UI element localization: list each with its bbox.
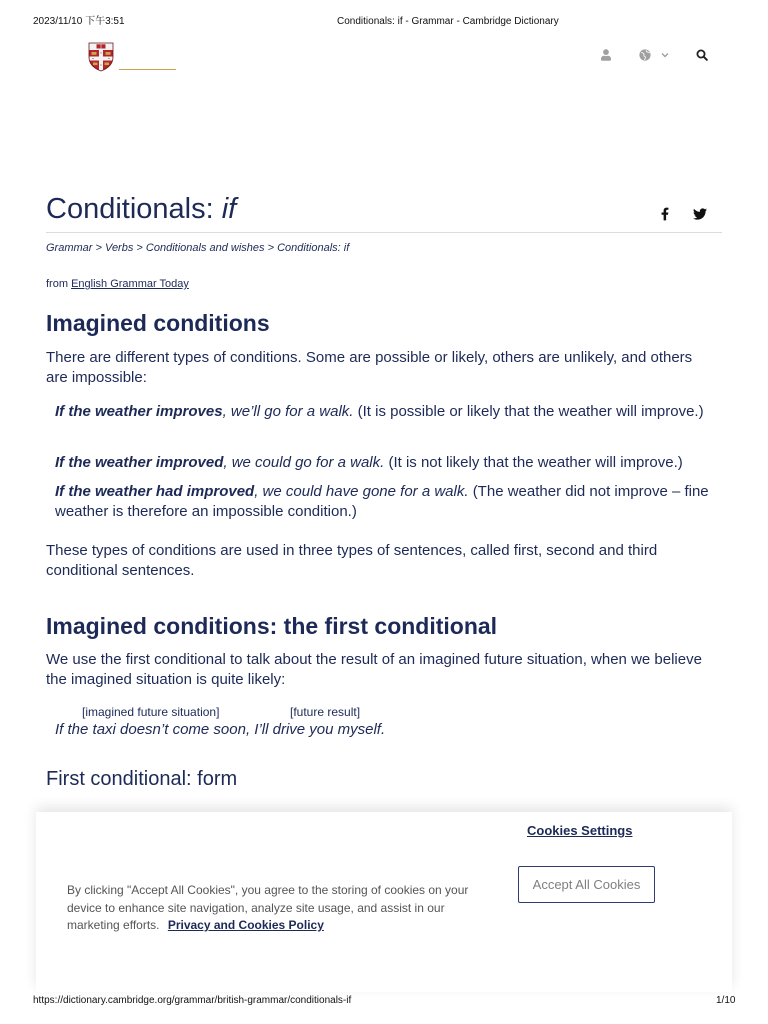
section-summary: These types of conditions are used in three types of sentences, called first, second and third conditional sentences.	[46, 542, 658, 579]
example-sentence	[55, 482, 716, 522]
source-link[interactable]: English Grammar Today	[71, 278, 189, 290]
example-sentence	[55, 402, 716, 422]
example-note: (The weather did not improve – fine weather is therefore an impossible condition.)	[55, 483, 709, 520]
twitter-icon	[693, 208, 707, 220]
breadcrumb-separator: >	[136, 242, 143, 254]
cambridge-shield-icon	[88, 42, 114, 72]
breadcrumb-separator: >	[267, 242, 275, 254]
breadcrumb-item-verbs[interactable]: Verbs	[105, 242, 134, 254]
search-icon	[696, 49, 708, 61]
globe-icon	[639, 49, 651, 61]
privacy-policy-link[interactable]: Privacy and Cookies Policy	[167, 918, 324, 932]
accept-all-cookies-button[interactable]: Accept All Cookies	[518, 866, 655, 903]
breadcrumb-separator: >	[95, 242, 102, 254]
print-url: https://dictionary.cambridge.org/grammar/british-grammar/conditionals-if	[33, 995, 352, 1006]
breadcrumb-item-conditionals-if[interactable]: Conditionals: if	[277, 242, 350, 254]
breadcrumb-item-grammar[interactable]: Grammar	[46, 242, 93, 254]
account-button[interactable]	[601, 49, 611, 61]
logo-underline	[119, 69, 176, 70]
subsection-heading: First conditional: form	[46, 768, 238, 790]
section-heading: Imagined conditions: the first conditional	[46, 613, 498, 639]
cookie-banner	[36, 812, 732, 992]
example-note: (It is not likely that the weather will improve.)	[388, 454, 683, 471]
facebook-icon	[661, 207, 669, 221]
print-page-number: 1/10	[716, 995, 736, 1006]
user-icon	[601, 49, 611, 61]
example-label-condition: [imagined future situation]	[82, 705, 220, 719]
example-sentence: If the taxi doesn’t come soon, I’ll drive you myself.	[55, 721, 386, 738]
cookie-message-text: By clicking "Accept All Cookies", you agree to the storing of cookies on your device to enhance site navigation, analyze site usage, and assist in our marketing efforts.	[67, 883, 469, 932]
example-label-result: [future result]	[290, 705, 361, 719]
title-emphasis: if	[221, 193, 237, 225]
home-logo-link[interactable]	[88, 42, 114, 72]
source-line	[46, 277, 189, 291]
example-sentence	[55, 453, 716, 473]
section-intro: We use the first conditional to talk about the result of an imagined future situation, when we believe the imagined situation is quite likely:	[46, 651, 702, 688]
share-twitter-link[interactable]	[693, 208, 707, 220]
language-selector-button[interactable]	[639, 49, 669, 61]
example-condition: If the weather improves	[55, 403, 223, 420]
example-condition: If the weather improved	[55, 454, 224, 471]
source-prefix: from	[46, 278, 68, 290]
search-button[interactable]	[696, 49, 708, 61]
title-divider	[46, 232, 722, 233]
print-datetime: 2023/11/10 下午3:51	[33, 16, 125, 27]
title-text: Conditionals:	[46, 193, 214, 225]
breadcrumb-item-conditionals-and-wishes[interactable]: Conditionals and wishes	[145, 242, 265, 254]
example-condition: If the weather had improved	[55, 483, 255, 500]
chevron-down-icon	[661, 52, 669, 58]
share-facebook-link[interactable]	[661, 207, 669, 221]
example-result: , we’ll go for a walk.	[222, 403, 354, 420]
page-title	[46, 191, 236, 227]
example-result: , we could go for a walk.	[223, 454, 385, 471]
cookie-message	[67, 882, 497, 935]
section-intro: There are different types of conditions. Some are possible or likely, others are unlikely, and others are impossible:	[46, 349, 693, 386]
example-result: , we could have gone for a walk.	[254, 483, 469, 500]
breadcrumb	[46, 241, 349, 255]
section-heading: Imagined conditions	[46, 310, 270, 336]
example-note: (It is possible or likely that the weather will improve.)	[357, 403, 704, 420]
print-page-title: Conditionals: if - Grammar - Cambridge Dictionary	[337, 16, 559, 27]
cookie-settings-link[interactable]: Cookies Settings	[527, 823, 633, 838]
